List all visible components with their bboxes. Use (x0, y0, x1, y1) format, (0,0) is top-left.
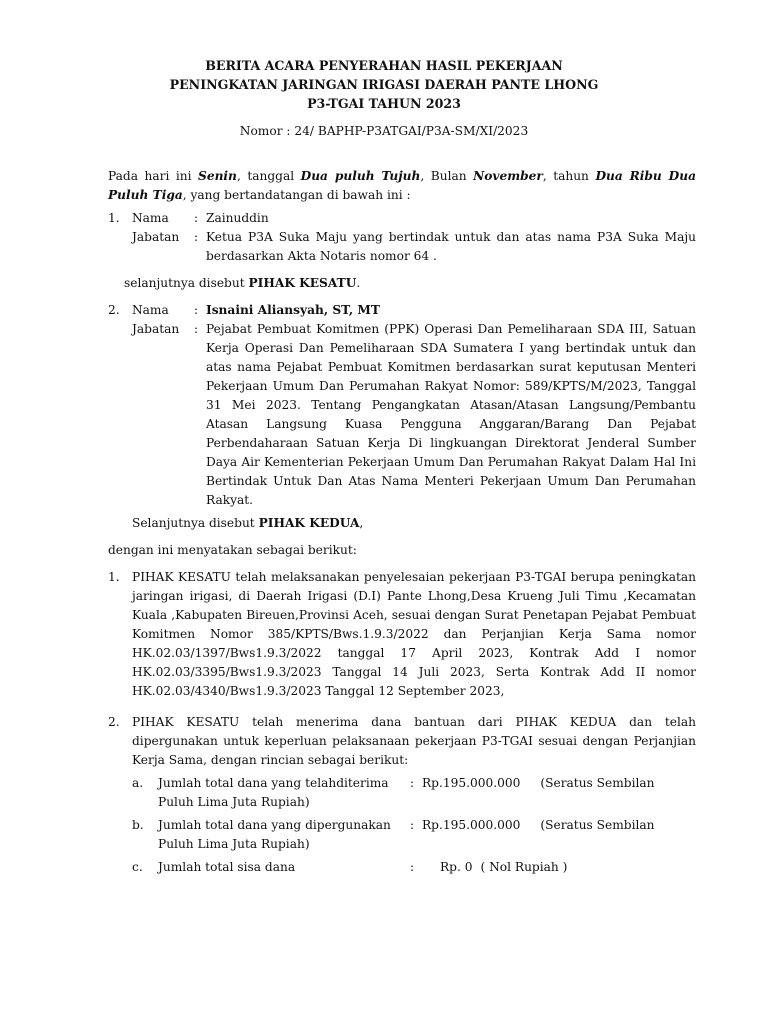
document-number: Nomor : 24/ BAPHP-P3ATGAI/P3A-SM/XI/2023 (239, 124, 529, 138)
party-2-number: 2. (108, 303, 120, 317)
document-title-line-3: P3-TGAI TAHUN 2023 (307, 96, 461, 111)
fund-item-a: a. Jumlah total dana yang telahditerima : Rp.195.000.000 (Seratus Sembilan Puluh Lima Juta Rupiah) (132, 774, 696, 812)
party-1-block: 1. Nama : Zainuddin Jabatan : Ketua P3A Suka Maju yang bertindak untuk dan atas nama P3A Suka Maju berdasarkan Akta Notaris nomor 64 . (108, 209, 696, 266)
party-2-position: Pejabat Pembuat Komitmen (PPK) Operasi Dan Pemeliharaan SDA III, Satuan Kerja Operasi Dan Pemeliharaan SDA Sumatera I yang bertindak untuk dan atas nama Pejabat Pembuat Komitmen berdasarkan surat keputusan Menteri Pekerjaan Umum Dan Perumahan Rakyat Nomor: 589/KPTS/M/2023, Tanggal 31 Mei 2023. Tentang Pengangkatan Atasan/Atasan Langsung/Pembantu Atasan Langsung Kuasa Pengguna Anggaran/Barang Dan Pejabat Perbendaharaan Satuan Kerja Di lingkuangan Direktorat Jenderal Sumber Daya Air Kementerian Pekerjaan Umum Dan Perumahan Rakyat Dalam Hal Ini Bertindak Untuk Dan Atas Nama Menteri Pekerjaan Umum Dan Perumahan Rakyat. (206, 322, 696, 507)
fund-amount: Rp.195.000.000 (Seratus Sembilan (422, 776, 655, 790)
day-name: Senin (198, 169, 237, 183)
statement-point-1: 1. PIHAK KESATU telah melaksanakan penyelesaian pekerjaan P3-TGAI berupa peningkatan jaringan irigasi, di Daerah Irigasi (D.I) Pante Lhong,Desa Krueng Juli Timu ,Kecamatan Kuala ,Kabupaten Bireuen,Provinsi Aceh, sesuai dengan Surat Penetapan Pejabat Pembuat Komitmen Nomor 385/KPTS/Bws.1.9.3/2022 dan Perjanjian Kerja Sama nomor HK.02.03/1397/Bws1.9.3/2022 tanggal 17 April 2023, Kontrak Add I nomor HK.02.03/3395/Bws1.9.3/2023 Tanggal 14 Juli 2023, Serta Kontrak Add II nomor HK.02.03/4340/Bws1.9.3/2023 Tanggal 12 September 2023, (108, 570, 696, 698)
party-2-designation: PIHAK KEDUA (258, 516, 360, 530)
party-1-name-label: Nama (132, 211, 169, 225)
fund-amount: Rp.195.000.000 (Seratus Sembilan (422, 818, 655, 832)
document-title-line-2: PENINGKATAN JARINGAN IRIGASI DAERAH PANTE LHONG (169, 77, 599, 92)
month-name: November (473, 169, 543, 183)
party-2-name: Isnaini Aliansyah, ST, MT (206, 303, 380, 317)
date-words: Dua puluh Tujuh (300, 169, 421, 183)
party-1-designation: PIHAK KESATU (248, 276, 357, 290)
party-2-reference: Selanjutnya disebut PIHAK KEDUA, (132, 516, 364, 530)
statement-point-2: 2. PIHAK KESATU telah menerima dana bantuan dari PIHAK KEDUA dan telah dipergunakan untuk keperluan pelaksanaan pekerjaan P3-TGAI sesuai dengan Perjanjian Kerja Sama, dengan rincian sebagai berikut: (108, 715, 696, 767)
fund-label: Jumlah total sisa dana (158, 860, 296, 874)
party-1-name: Zainuddin (206, 211, 269, 225)
party-1-number: 1. (108, 211, 120, 225)
fund-item-b: b. Jumlah total dana yang dipergunakan : Rp.195.000.000 (Seratus Sembilan Puluh Lima Juta Rupiah) (132, 816, 696, 854)
fund-amount: Rp. 0 ( Nol Rupiah ) (440, 860, 568, 874)
opening-paragraph: Pada hari ini Senin, tanggal Dua puluh Tujuh, Bulan November, tahun Dua Ribu Dua Puluh Tiga, yang bertandatangan di bawah ini : (108, 169, 696, 202)
fund-item-c: c. Jumlah total sisa dana : Rp. 0 ( Nol Rupiah ) (132, 858, 696, 877)
party-2-block: 2. Nama : Isnaini Aliansyah, ST, MT Jabatan : Pejabat Pembuat Komitmen (PPK) Operasi Dan Pemeliharaan SDA III, Satuan Kerja Operasi Dan Pemeliharaan SDA Sumatera I yang bertindak untuk dan atas nama Pejabat Pembuat Komitmen berdasarkan surat keputusan Menteri Pekerjaan Umum Dan Perumahan Rakyat Nomor: 589/KPTS/M/2023, Tanggal 31 Mei 2023. Tentang Pengangkatan Atasan/Atasan Langsung/Pembantu Atasan Langsung Kuasa Pengguna Anggaran/Barang Dan Pejabat Perbendaharaan Satuan Kerja Di lingkuangan Direktorat Jenderal Sumber Daya Air Kementerian Pekerjaan Umum Dan Perumahan Rakyat Dalam Hal Ini Bertindak Untuk Dan Atas Nama Menteri Pekerjaan Umum Dan Perumahan Rakyat. (108, 301, 696, 510)
party-1-position: Ketua P3A Suka Maju yang bertindak untuk dan atas nama P3A Suka Maju berdasarkan Akta Notaris nomor 64 . (206, 230, 696, 263)
statement-intro: dengan ini menyatakan sebagai berikut: (108, 543, 357, 557)
document-title-line-1: BERITA ACARA PENYERAHAN HASIL PEKERJAAN (205, 58, 563, 73)
party-2-position-label: Jabatan (132, 322, 180, 336)
year-words: Dua Ribu Dua Puluh Tiga (108, 169, 696, 202)
party-1-position-label: Jabatan (132, 230, 180, 244)
fund-label: Jumlah total dana yang dipergunakan (158, 818, 391, 832)
party-1-reference: selanjutnya disebut PIHAK KESATU. (124, 276, 361, 290)
fund-label: Jumlah total dana yang telahditerima (158, 776, 389, 790)
party-2-name-label: Nama (132, 303, 169, 317)
